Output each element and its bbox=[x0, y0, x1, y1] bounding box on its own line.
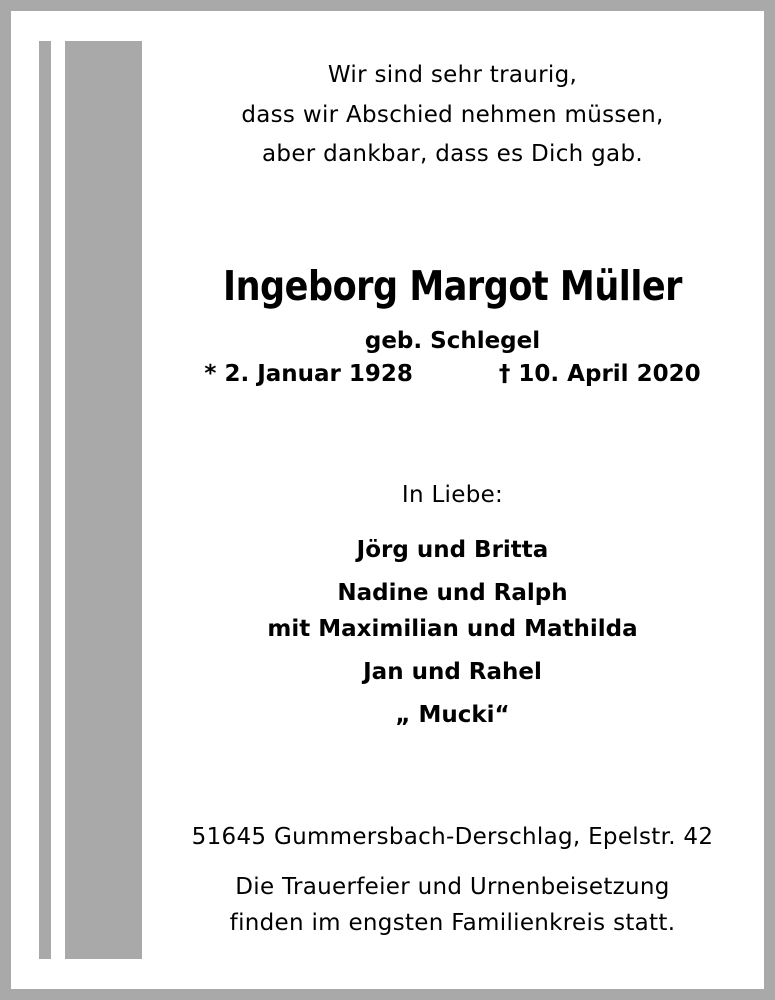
quote-line-2: dass wir Abschied nehmen müssen, bbox=[241, 102, 664, 128]
birth-name: geb. Schlegel bbox=[364, 328, 541, 354]
mourner-2: Nadine und Ralph bbox=[337, 580, 568, 606]
quote-line-3: aber dankbar, dass es Dich gab. bbox=[262, 141, 643, 167]
funeral-note-line-2: finden im engsten Familienkreis statt. bbox=[229, 910, 676, 936]
life-dates bbox=[150, 361, 755, 387]
address: 51645 Gummersbach-Derschlag, Epelstr. 42 bbox=[191, 824, 714, 850]
decorative-bar-thin bbox=[39, 41, 51, 959]
mourner-4: Jan und Rahel bbox=[363, 659, 542, 685]
mourner-5: „ Mucki“ bbox=[395, 702, 510, 728]
birth-date: * 2. Januar 1928 bbox=[204, 361, 413, 387]
funeral-note-line-1: Die Trauerfeier und Urnenbeisetzung bbox=[235, 874, 670, 900]
quote-line-1: Wir sind sehr traurig, bbox=[327, 62, 578, 88]
deceased-name: Ingeborg Margot Müller bbox=[223, 262, 682, 310]
mourner-1: Jörg und Britta bbox=[356, 537, 549, 563]
death-date: † 10. April 2020 bbox=[498, 361, 701, 387]
decorative-bar-wide bbox=[65, 41, 142, 959]
mourner-3: mit Maximilian und Mathilda bbox=[267, 616, 638, 642]
mourners-intro: In Liebe: bbox=[401, 482, 504, 508]
